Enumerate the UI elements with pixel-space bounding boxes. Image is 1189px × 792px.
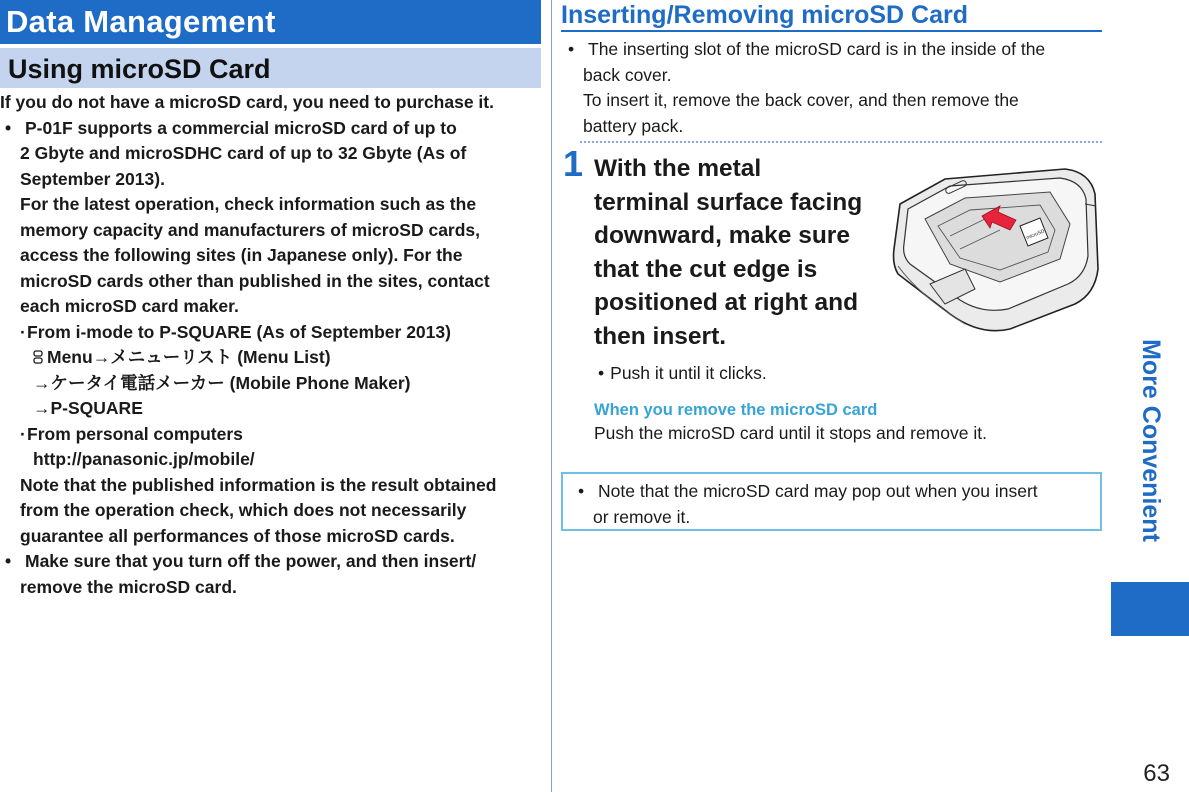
pc-heading: [0, 422, 545, 448]
bullet-1-line: For the latest operation, check information such as the: [20, 194, 477, 214]
note-box-text: Note that the microSD card may pop out when you insert: [598, 481, 1038, 501]
step-line: terminal surface facing: [594, 188, 863, 216]
step-sub-text: Push it until it clicks.: [610, 363, 767, 383]
right-intro-line: To insert it, remove the back cover, and then remove the: [583, 90, 1019, 110]
pc-url-link[interactable]: http://panasonic.jp/mobile/: [33, 449, 255, 469]
bullet-1-line: each microSD card maker.: [20, 296, 239, 316]
step-number: 1: [563, 143, 584, 184]
sub-header: Using microSD Card: [0, 48, 541, 88]
step-line: then insert.: [594, 322, 727, 350]
bullet-2-line: [0, 549, 545, 575]
bullet-mark: •: [568, 39, 575, 59]
bullet-1-line: access the following sites (in Japanese only). For the: [20, 245, 463, 265]
right-section-title: Inserting/Removing microSD Card: [561, 0, 1102, 32]
intro-text: If you do not have a microSD card, you need to purchase it.: [0, 92, 494, 112]
imode-path-3: →P-SQUARE: [33, 398, 143, 418]
note-line: guarantee all performances of those microSD cards.: [20, 525, 455, 546]
imode-path-1: [0, 345, 545, 371]
right-intro: [563, 37, 1099, 139]
mid-dot: ·: [20, 423, 26, 444]
bullet-mark: •: [5, 117, 12, 138]
microsd-card-label: microSD: [1025, 228, 1046, 242]
bullet-1-line: microSD cards other than published in the sites, contact: [20, 270, 490, 291]
step-line: positioned at right and: [594, 289, 859, 316]
menu-key-icon: [33, 350, 43, 364]
right-intro-text: The inserting slot of the microSD card is in the inside of the: [588, 39, 1046, 59]
imode-path-2: →ケータイ電話メーカー (Mobile Phone Maker): [33, 372, 411, 393]
bullet-1-line: 2 Gbyte and microSDHC card of up to 32 Gbyte (As of: [20, 143, 467, 163]
bullet-1-line: September 2013).: [20, 168, 165, 189]
column-divider: [551, 0, 552, 792]
note-box: [561, 472, 1102, 531]
bullet-1-text: P-01F supports a commercial microSD card of up to: [25, 117, 457, 138]
bullet-1-line: memory capacity and manufacturers of microSD cards,: [20, 219, 481, 240]
pc-heading-text: From personal computers: [27, 423, 243, 444]
dotted-divider: [580, 141, 1102, 143]
right-intro-line: battery pack.: [583, 115, 684, 136]
imode-heading: [0, 320, 545, 346]
step-line: With the metal: [594, 155, 762, 182]
left-body: [0, 90, 545, 600]
imode-heading-text: From i-mode to P-SQUARE (As of September 2013): [27, 321, 451, 342]
step-sub-note: [598, 361, 767, 387]
section-header: Data Management: [0, 0, 541, 44]
note-box-line: or remove it.: [593, 506, 691, 527]
step-line: that the cut edge is: [594, 255, 818, 283]
right-intro-line: [563, 37, 1099, 63]
phone-microsd-illustration: [890, 164, 1100, 334]
page-number: 63: [1143, 760, 1170, 787]
side-tab-block: [1111, 582, 1189, 636]
bullet-mark: •: [598, 363, 605, 383]
bullet-mark: •: [578, 481, 585, 501]
step-instruction: [594, 152, 894, 353]
note-box-line: [573, 479, 1090, 505]
side-tab-text: More Convenient: [1136, 338, 1165, 542]
bullet-2-line: remove the microSD card.: [20, 576, 237, 597]
bullet-2-text: Make sure that you turn off the power, and then insert/: [25, 551, 477, 571]
remove-heading: When you remove the microSD card: [594, 401, 878, 419]
mid-dot: ·: [20, 321, 26, 342]
note-line: from the operation check, which does not necessarily: [20, 500, 467, 520]
remove-text: Push the microSD card until it stops and remove it.: [594, 423, 987, 443]
bullet-1-line: [0, 116, 545, 142]
step-line: downward, make sure: [594, 222, 850, 249]
phone-body: [894, 169, 1099, 331]
bullet-mark: •: [5, 551, 12, 571]
imode-path-1-text: Menu→メニューリスト (Menu List): [47, 347, 331, 367]
note-line: Note that the published information is the result obtained: [20, 474, 497, 495]
side-tab-label: [1111, 296, 1189, 584]
right-intro-line: back cover.: [583, 64, 672, 85]
